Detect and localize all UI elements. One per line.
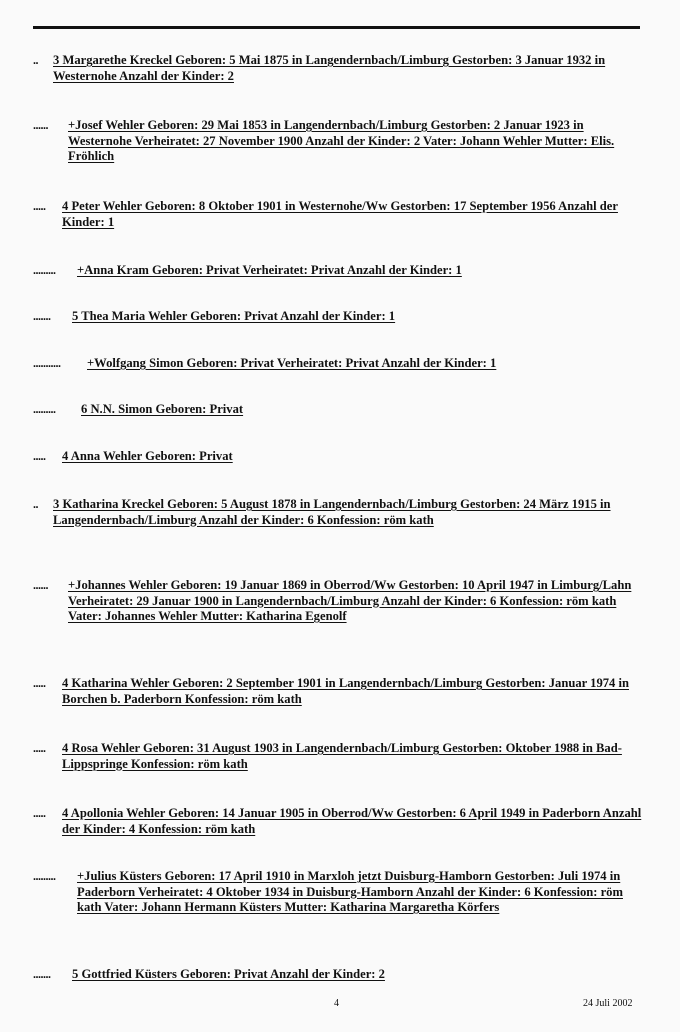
entry-dots: ..... <box>33 806 46 820</box>
top-rule <box>33 26 640 29</box>
entry-dots: ....... <box>33 967 51 981</box>
entry-text: 3 Katharina Kreckel Geboren: 5 August 1878 in Langendernbach/Limburg Gestorben: 24 März 1915 in Langendernbach/Limburg Anzahl der Kinder: 6 Konfession: röm kath <box>53 497 611 527</box>
entry-anna-kram <box>33 263 643 279</box>
entry-text: +Josef Wehler Geboren: 29 Mai 1853 in Langendernbach/Limburg Gestorben: 2 Januar 1923 in Westernohe Verheiratet: 27 November 1900 Anzahl der Kinder: 2 Vater: Johann Wehler Mutter: Elis. Fröhlich <box>68 118 615 163</box>
entry-josef-wehler <box>33 118 643 165</box>
entry-text: 4 Katharina Wehler Geboren: 2 September 1901 in Langendernbach/Limburg Gestorben: Januar 1974 in Borchen b. Paderborn Konfession: röm kath <box>62 676 629 706</box>
entry-text: +Anna Kram Geboren: Privat Verheiratet: Privat Anzahl der Kinder: 1 <box>77 263 462 277</box>
entry-text: 5 Gottfried Küsters Geboren: Privat Anzahl der Kinder: 2 <box>72 967 385 981</box>
entry-dots: ..... <box>33 199 46 213</box>
entry-katharina-kreckel <box>33 497 643 528</box>
entry-dots: ..... <box>33 449 46 463</box>
page-number: 4 <box>334 998 339 1009</box>
entry-dots: .. <box>33 53 38 67</box>
entry-dots: ......... <box>33 263 56 277</box>
entry-wolfgang-simon <box>33 356 643 372</box>
footer-date: 24 Juli 2002 <box>583 998 633 1009</box>
entry-margarethe-kreckel <box>33 53 643 84</box>
entry-dots: ...... <box>33 578 48 592</box>
entry-johannes-wehler <box>33 578 643 625</box>
entry-text: +Johannes Wehler Geboren: 19 Januar 1869 in Oberrod/Ww Gestorben: 10 April 1947 in Limburg/Lahn Verheiratet: 29 Januar 1900 in Langendernbach/Limburg Anzahl der Kinder: 6 Konfession: röm kath Vater: Johannes Wehler Mutter: Katharina Egenolf <box>68 578 632 623</box>
entry-apollonia-wehler <box>33 806 643 837</box>
entry-text: 6 N.N. Simon Geboren: Privat <box>81 402 244 416</box>
entry-text: 4 Peter Wehler Geboren: 8 Oktober 1901 in Westernohe/Ww Gestorben: 17 September 1956 Anzahl der Kinder: 1 <box>62 199 618 229</box>
entry-dots: ..... <box>33 741 46 755</box>
entry-anna-wehler <box>33 449 643 465</box>
entry-dots: ...... <box>33 118 48 132</box>
entry-dots: ......... <box>33 402 56 416</box>
entry-julius-kuesters <box>33 869 643 916</box>
entry-thea-maria-wehler <box>33 309 643 325</box>
entry-text: 4 Anna Wehler Geboren: Privat <box>62 449 233 463</box>
entry-nn-simon <box>33 402 643 418</box>
entry-dots: ........... <box>33 356 61 370</box>
entry-text: 3 Margarethe Kreckel Geboren: 5 Mai 1875 in Langendernbach/Limburg Gestorben: 3 Januar 1932 in Westernohe Anzahl der Kinder: 2 <box>53 53 606 83</box>
entry-dots: .. <box>33 497 38 511</box>
entry-text: 4 Apollonia Wehler Geboren: 14 Januar 1905 in Oberrod/Ww Gestorben: 6 April 1949 in Paderborn Anzahl der Kinder: 4 Konfession: röm kath <box>62 806 642 836</box>
entry-dots: ....... <box>33 309 51 323</box>
entry-text: 4 Rosa Wehler Geboren: 31 August 1903 in Langendernbach/Limburg Gestorben: Oktober 1988 in Bad-Lippspringe Konfession: röm kath <box>62 741 622 771</box>
entry-text: 5 Thea Maria Wehler Geboren: Privat Anzahl der Kinder: 1 <box>72 309 396 323</box>
entry-dots: ......... <box>33 869 56 883</box>
entry-peter-wehler <box>33 199 643 230</box>
entry-text: +Wolfgang Simon Geboren: Privat Verheiratet: Privat Anzahl der Kinder: 1 <box>87 356 497 370</box>
entry-katharina-wehler <box>33 676 643 707</box>
entry-text: +Julius Küsters Geboren: 17 April 1910 in Marxloh jetzt Duisburg-Hamborn Gestorben: Juli 1974 in Paderborn Verheiratet: 4 Oktober 1934 in Duisburg-Hamborn Anzahl der Kinder: 6 Konfession: röm kath Vater: Johann Hermann Küsters Mutter: Katharina Margaretha Körfers <box>77 869 623 914</box>
entry-gottfried-kuesters <box>33 967 643 983</box>
entry-dots: ..... <box>33 676 46 690</box>
entry-rosa-wehler <box>33 741 643 772</box>
